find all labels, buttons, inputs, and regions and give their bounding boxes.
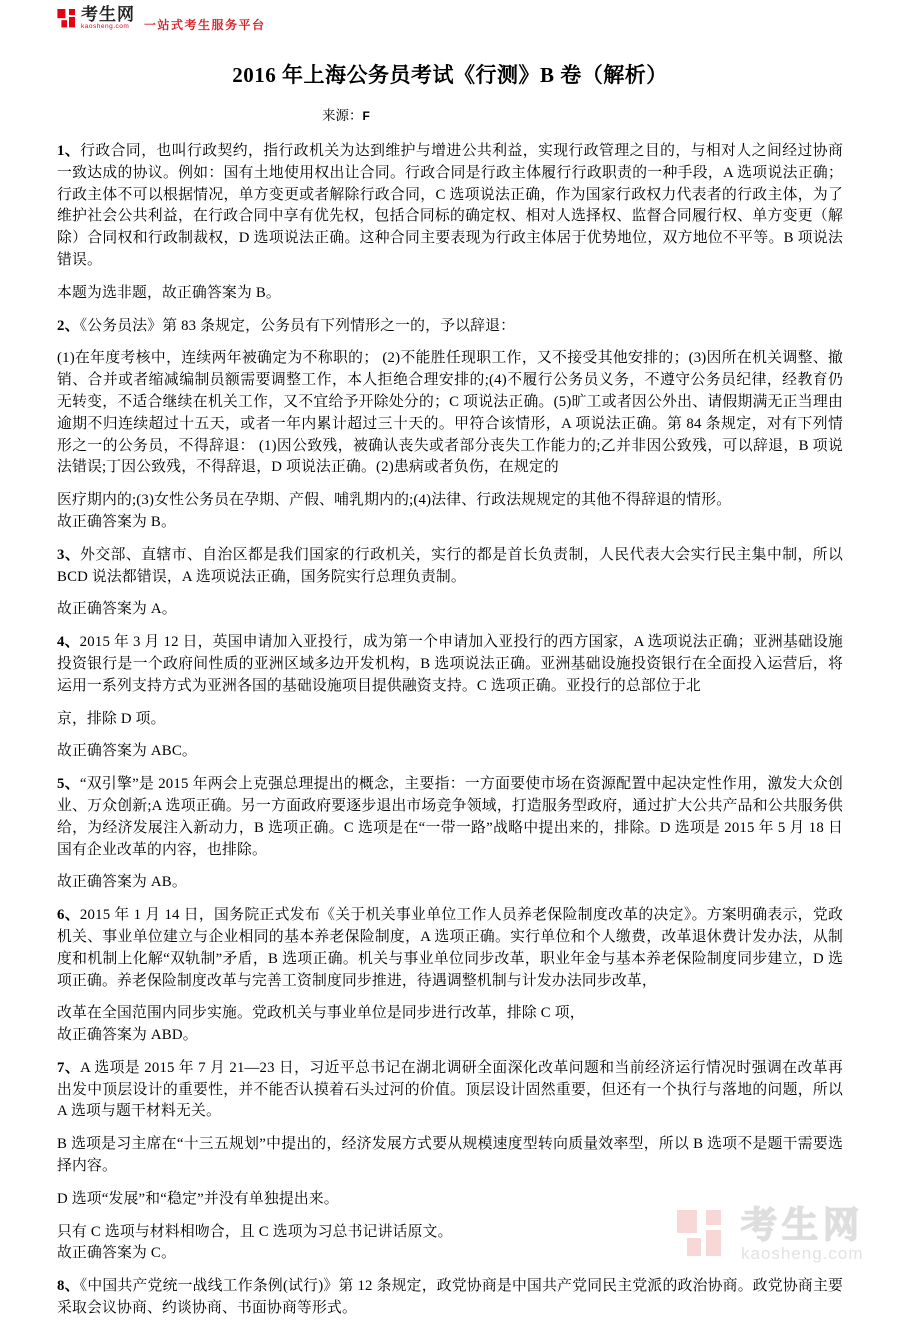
question-number: 3、: [57, 546, 81, 563]
question-number: 2、: [57, 317, 80, 334]
source-line: [322, 104, 843, 124]
logo-domain: kaosheng.com: [81, 23, 130, 30]
answer-paragraph: 2、《公务员法》第 83 条规定，公务员有下列情形之一的，予以辞退：: [57, 317, 516, 334]
text-paragraph: 京，排除 D 项。: [57, 710, 166, 727]
answer-paragraph: 1、行政合同，也叫行政契约，指行政机关为达到维护与增进公共利益，实现行政管理之目的，与相对人之间经过协商一致达成的协议。例如：国有土地使用权出让合同。行政合同是行政主体履行行政职责的一种手段，A 选项说法正确；行政主体不可以根据情况，单方变更或者解除行政合同，C 选项说法正确，作为国家行政权力代表者的行政主体，为了维护社会公共利益，在行政合同中享有优先权，包括合同标的确定权、相对人选择权、监督合同履行权、单方变更（解除）合同权和行政制裁权，D 选项说法正确。这种合同主要表现为行政主体居于优势地位，双方地位不平等。B 项说法错误。: [57, 143, 843, 268]
question-number: 6、: [57, 907, 80, 924]
logo-sitename: 考生网: [81, 5, 135, 24]
watermark-sitename: 考生网: [740, 1204, 864, 1245]
text-paragraph: 故正确答案为 A。: [57, 601, 177, 618]
question-number: 5、: [57, 776, 80, 793]
text-paragraph: 医疗期内的;(3)女性公务员在孕期、产假、哺乳期内的;(4)法律、行政法规规定的其他不得辞退的情形。 故正确答案为 B。: [57, 492, 732, 530]
text-paragraph: 故正确答案为 AB。: [57, 874, 187, 891]
text-paragraph: 本题为选非题，故正确答案为 B。: [57, 284, 281, 301]
answer-paragraph: 3、外交部、直辖市、自治区都是我们国家的行政机关，实行的都是首长负责制，人民代表大会实行民主集中制，所以 BCD 说法都错误，A 选项说法正确，国务院实行总理负责制。: [57, 546, 843, 585]
watermark-domain: kaosheng.com: [740, 1244, 864, 1263]
text-paragraph: B 选项是习主席在“十三五规划”中提出的，经济发展方式要从规模速度型转向质量效率型，所以 B 选项不是题干需要选择内容。: [57, 1136, 843, 1175]
question-number: 7、: [57, 1059, 81, 1076]
kaosheng-logo: [57, 6, 135, 31]
question-number: 8、: [57, 1278, 80, 1295]
text-paragraph: D 选项“发展”和“稳定”并没有单独提出来。: [57, 1190, 339, 1207]
logo-tagline: 一站式考生服务平台: [144, 18, 266, 32]
answer-paragraph: 8、《中国共产党统一战线工作条例(试行)》第 12 条规定，政党协商是中国共产党同民主党派的政治协商。政党协商主要采取会议协商、约谈协商、书面协商等形式。: [57, 1278, 843, 1317]
answer-paragraph: 5、“双引擎”是 2015 年两会上克强总理提出的概念，主要指：一方面要使市场在资源配置中起决定性作用，激发大众创业、万众创新;A 选项正确。另一方面政府要逐步退出市场竞争领域，打造服务型政府，通过扩大公共产品和公共服务供给，为经济发展注入新动力，B 选项正确。C 选项是在“一带一路”战略中提出来的，排除。D 选项是 2015 年 5 月 18 日国有企业改革的内容，也排除。: [57, 776, 843, 858]
logo-text-block: [81, 6, 135, 30]
text-paragraph: 只有 C 选项与材料相吻合，且 C 选项为习总书记讲话原文。 故正确答案为 C。: [57, 1223, 453, 1262]
site-header: [57, 6, 843, 44]
kaosheng-logo-icon: [57, 7, 77, 31]
text-paragraph: 故正确答案为 ABC。: [57, 743, 197, 760]
question-number: 1、: [57, 143, 81, 159]
text-paragraph: (1)在年度考核中，连续两年被确定为不称职的； (2)不能胜任现职工作，又不接受其他安排的；(3)因所在机关调整、撤销、合并或者缩减编制员额需要调整工作，本人拒绝合理安排的;(4)不履行公务员义务，不遵守公务员纪律，经教育仍无转变，不适合继续在机关工作，又不宜给予开除处分的；C 项说法正确。(5)旷工或者因公外出、请假期满无正当理由逾期不归连续超过十五天，或者一年内累计超过三十天的。甲符合该情形，A 项说法正确。第 84 条规定，对有下列情形之一的公务员，不得辞退： (1)因公致残，被确认丧失或者部分丧失工作能力的;乙并非因公致残，可以辞退，B 项说法错误;丁因公致残，不得辞退，D 项说法正确。(2)患病或者负伤，在规定的: [57, 350, 843, 476]
source-value: F: [362, 109, 370, 123]
text-paragraph: 改革在全国范围内同步实施。党政机关与事业单位是同步进行改革，排除 C 项， 故正确答案为 ABD。: [57, 1005, 585, 1044]
document-body: [57, 141, 843, 1320]
answer-paragraph: 4、2015 年 3 月 12 日，英国申请加入亚投行，成为第一个申请加入亚投行的西方国家，A 选项说法正确；亚洲基础设施投资银行是一个政府间性质的亚洲区域多边开发机构，B 选项说法正确。亚洲基础设施投资银行在全面投入运营后，将运用一系列支持方式为亚洲各国的基础设施项目提供融资支持。C 选项正确。亚投行的总部位于北: [57, 634, 843, 694]
source-label: 来源：: [322, 108, 363, 123]
answer-paragraph: 7、A 选项是 2015 年 7 月 21—23 日，习近平总书记在湖北调研全面深化改革问题和当前经济运行情况时强调在改革再出发中顶层设计的重要性，并不能否认摸着石头过河的价值。顶层设计固然重要，但还有一个执行与落地的问题，所以 A 选项与题干材料无关。: [57, 1059, 843, 1120]
question-number: 4、: [57, 634, 80, 651]
answer-paragraph: 6、2015 年 1 月 14 日，国务院正式发布《关于机关事业单位工作人员养老保险制度改革的决定》。方案明确表示，党政机关、事业单位建立与企业相同的基本养老保险制度，A 选项正确。实行单位和个人缴费，改革退休费计发办法，从制度和机制上化解“双轨制”矛盾，B 选项正确。机关与事业单位同步改革，职业年金与基本养老保险制度同步建立，D 选项正确。养老保险制度改革与完善工资制度同步推进，待遇调整机制与计发办法同步改革，: [57, 907, 843, 989]
page-title: 2016 年上海公务员考试《行测》B 卷（解析）: [232, 63, 668, 87]
